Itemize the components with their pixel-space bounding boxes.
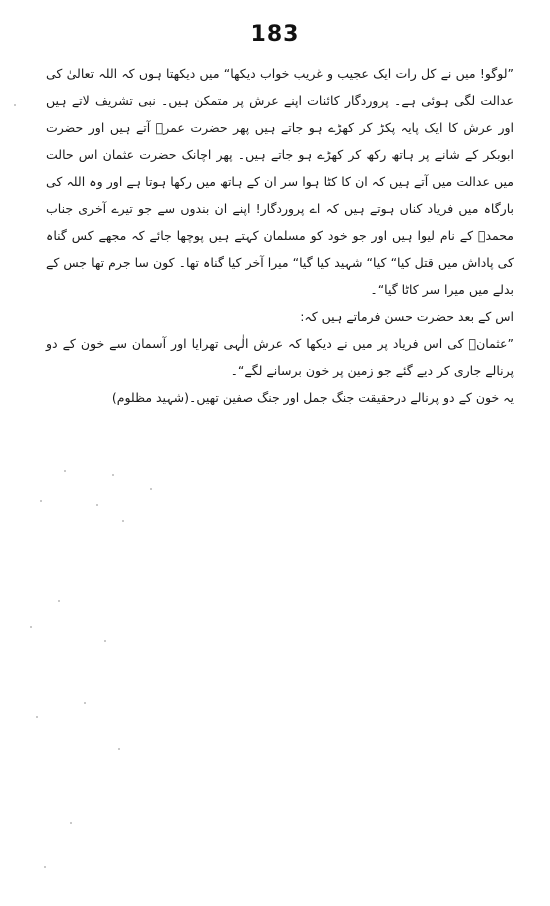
paragraph-arsh-quote: ”عثمانؓ کی اس فریاد پر میں نے دیکھا کہ عرش الٰہی تھرایا اور آسمان سے خون کے دو پرنالے جاری کر دیے گئے جو زمین پر خون برسانے لگے“۔ xyxy=(46,336,514,378)
scan-speck xyxy=(150,488,152,490)
scan-speck xyxy=(64,470,66,472)
scan-speck xyxy=(58,600,60,602)
scan-speck xyxy=(40,500,42,502)
scan-speck xyxy=(70,822,72,824)
scan-speck xyxy=(84,702,86,704)
scan-speck xyxy=(104,640,106,642)
scan-speck xyxy=(112,474,114,476)
paragraph-conclusion: یہ خون کے دو پرنالے درحقیقت جنگ جمل اور جنگ صفین تھیں۔(شہید مظلوم) xyxy=(111,390,514,405)
scan-speck xyxy=(96,504,98,506)
scan-speck xyxy=(30,626,32,628)
page-number: 183 xyxy=(250,22,300,47)
scan-speck xyxy=(122,520,124,522)
scan-speck xyxy=(14,104,16,106)
scan-speck xyxy=(44,866,46,868)
scan-speck xyxy=(36,716,38,718)
paragraph-dream-narration: ”لوگو! میں نے کل رات ایک عجیب و غریب خواب دیکھا“ میں دیکھتا ہوں کہ اللہ تعالیٰ کی عدالت لگی ہوئی ہے۔ پروردگار کائنات اپنے عرش پر متمکن ہیں۔ نبی تشریف لاتے ہیں اور عرش کا ایک پایہ پکڑ کر کھڑے ہو جاتے ہیں پھر حضرت عمرؓ آتے ہیں اور حضرت ابوبکر کے شانے پر ہاتھ رکھ کر کھڑے ہو جاتے ہیں۔ پھر اچانک حضرت عثمان اس حالت میں عدالت میں آتے ہیں کہ ان کا کٹا ہوا سر ان کے ہاتھ میں رکھا ہوتا ہے اور وہ اللہ کی بارگاہ میں فریاد کناں ہوتے ہیں کہ اے پروردگار! اپنے ان بندوں سے جو تیرے آخری جناب محمدؐ کے نام لیوا ہیں اور جو خود کو مسلمان کہتے ہیں پوچھا جائے کہ مجھے کس گناہ کی پاداش میں قتل کیا“ کیا“ شہید کیا گیا“ میرا آخر کیا گناہ تھا۔ کون سا جرم تھا جس کے بدلے میں میرا سر کاٹا گیا“۔ xyxy=(46,66,514,297)
paragraph-hasan-intro: اس کے بعد حضرت حسن فرماتے ہیں کہ: xyxy=(300,309,514,324)
page-body xyxy=(46,60,514,411)
scan-speck xyxy=(118,748,120,750)
